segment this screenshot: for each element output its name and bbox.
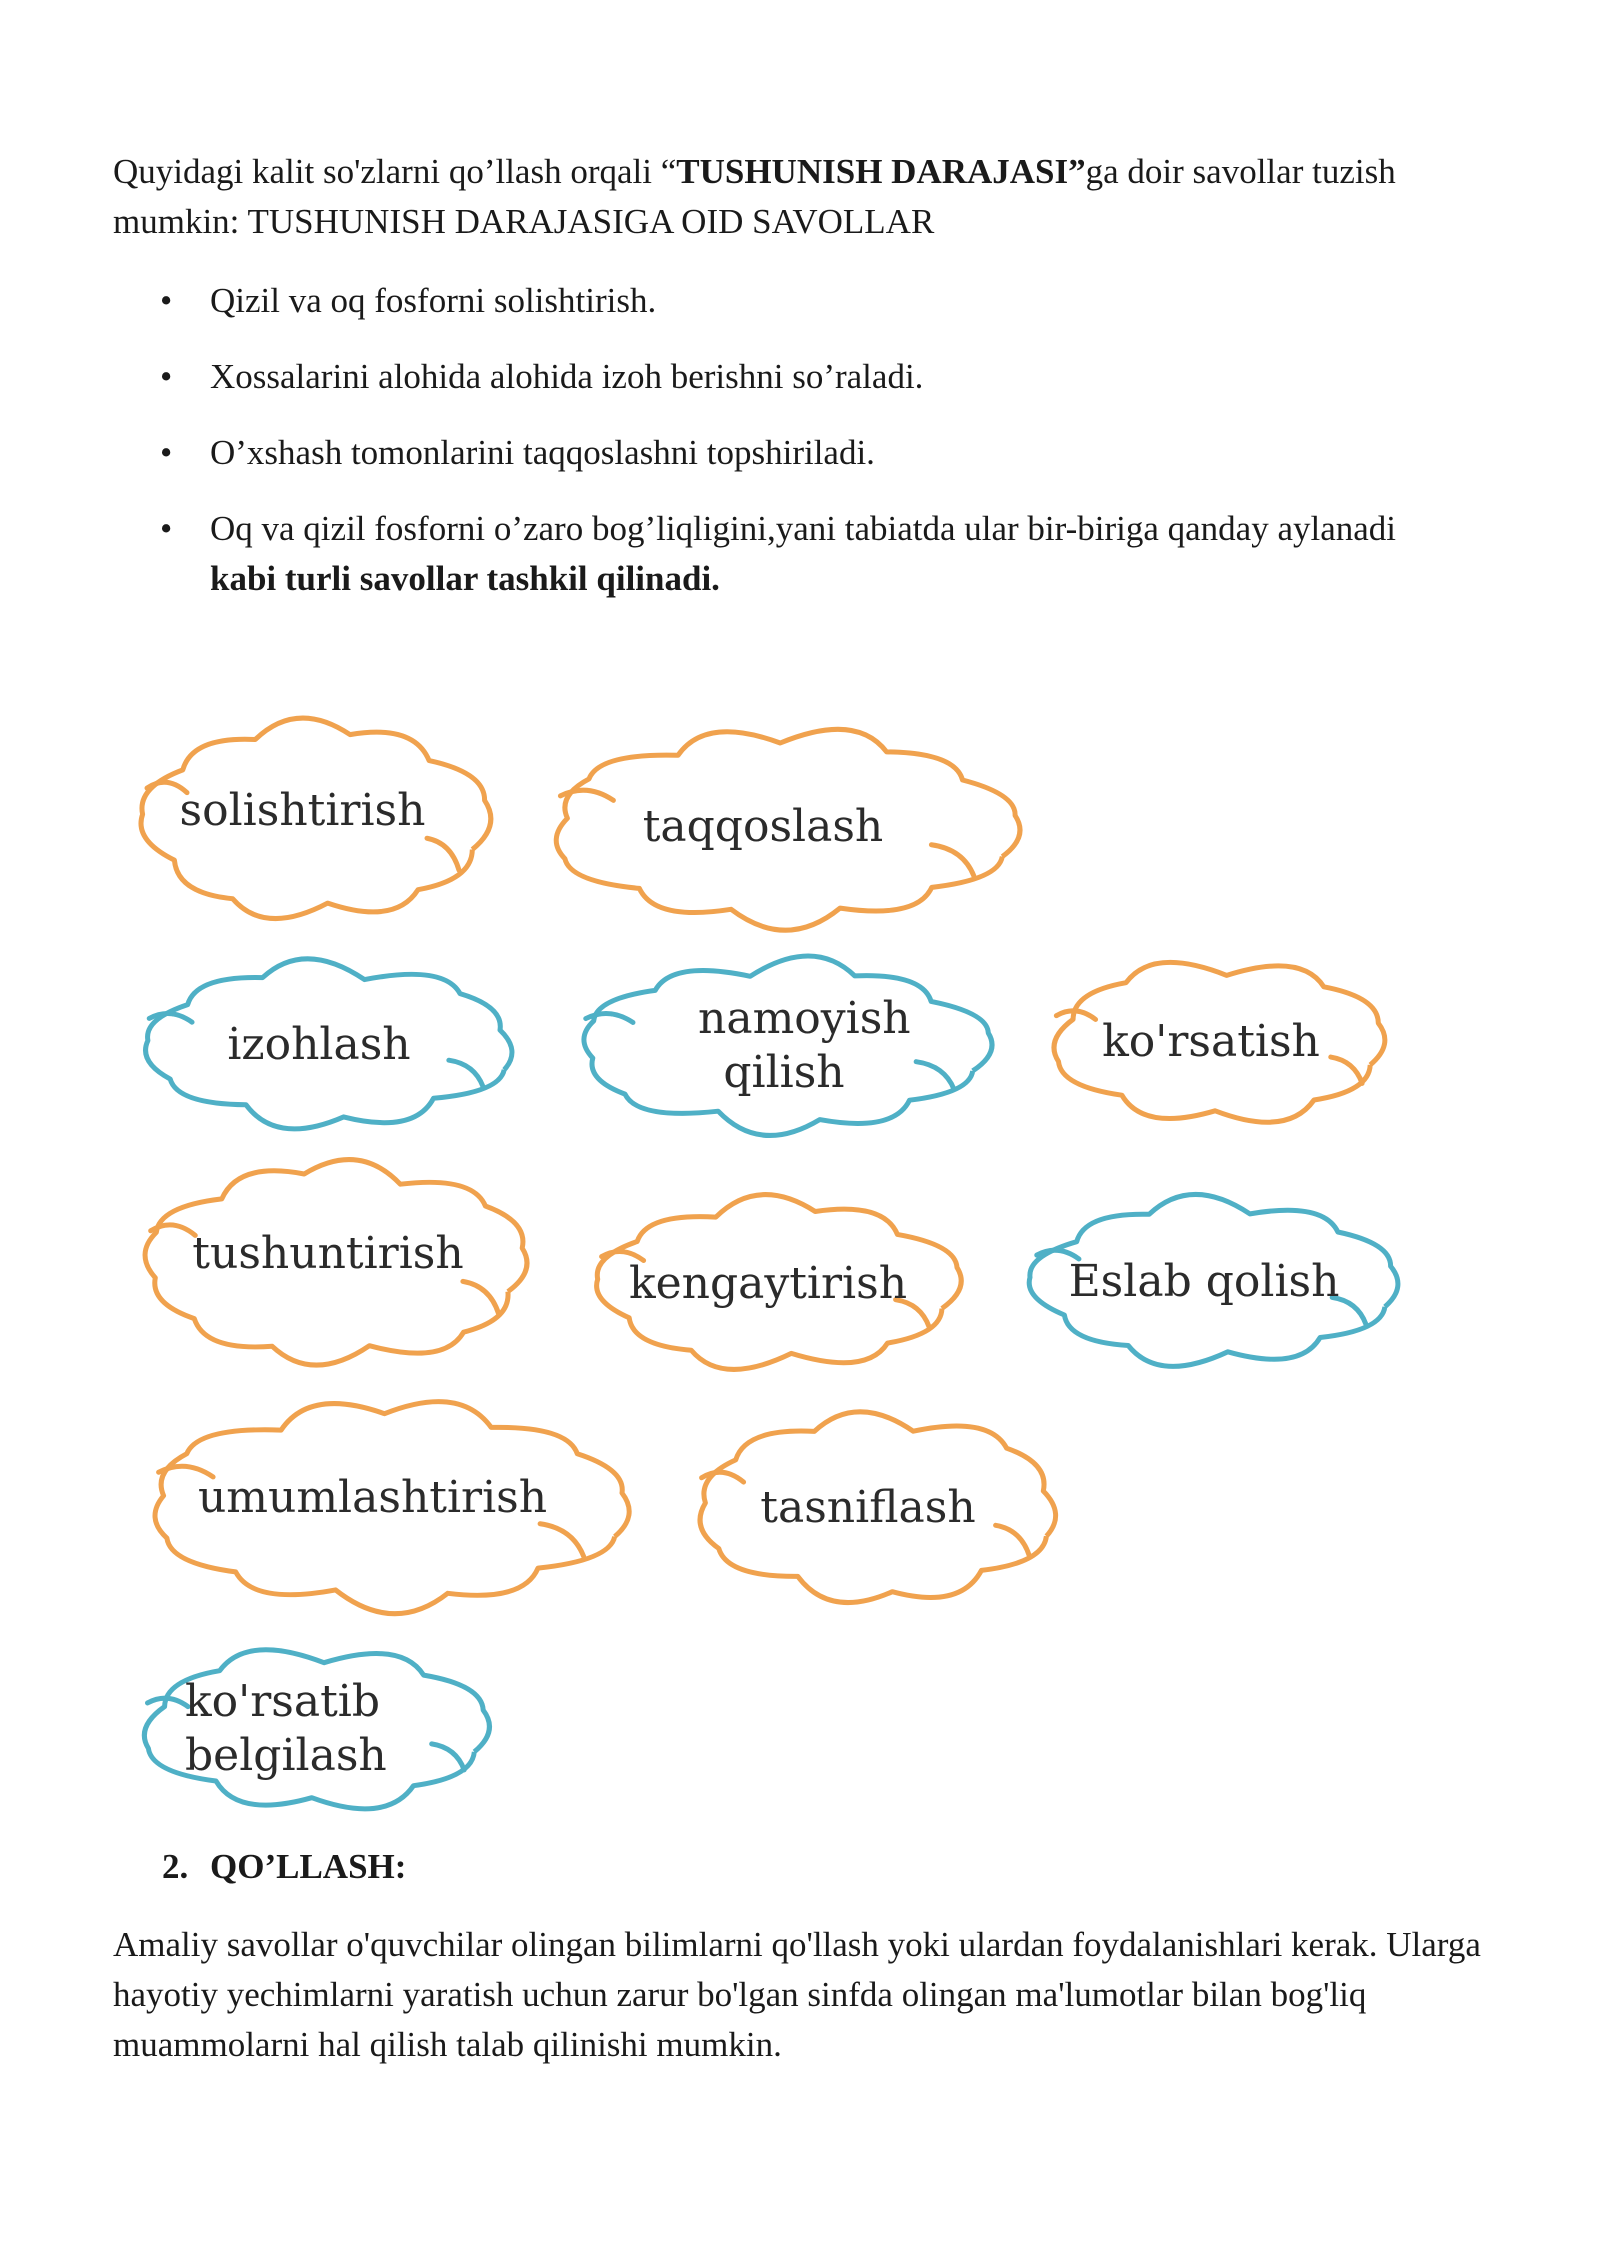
question-list (160, 276, 1410, 630)
cloud-label: taqqoslash (642, 801, 884, 852)
cloud-label: umumlashtirish (197, 1471, 548, 1523)
list-item-bold-text: kabi turli savollar tashkil qilinadi. (210, 559, 720, 598)
cloud-izohlash (115, 950, 543, 1140)
cloud-korsatib-belgilash (115, 1636, 521, 1822)
cloud-label: ko'rsatib belgilash (185, 1676, 387, 1781)
section-heading (162, 1842, 406, 1892)
cloud-korsatish (1025, 948, 1417, 1136)
intro-paragraph (113, 147, 1493, 247)
cloud-umumlashtirish (115, 1388, 660, 1622)
cloud-eslab-qolish (1003, 1186, 1425, 1378)
list-item (160, 276, 1410, 326)
cloud-tushuntirish (115, 1148, 561, 1378)
cloud-tasniflash (668, 1400, 1088, 1616)
list-item-text: Qizil va oq fosforni solishtirish. (210, 281, 657, 320)
list-item (160, 504, 1410, 604)
intro-text-1: Quyidagi kalit so'zlarni qo’llash orqali “ (113, 152, 677, 191)
section-number: 2. (162, 1847, 189, 1886)
list-item-text: O’xshash tomonlarini taqqoslashni topshiriladi. (210, 433, 875, 472)
cloud-label: tasniflash (760, 1482, 976, 1533)
cloud-label: tushuntirish (192, 1227, 464, 1279)
list-item-text: Xossalarini alohida alohida izoh berishni so’raladi. (210, 357, 924, 396)
cloud-kengaytirish (568, 1186, 988, 1382)
cloud-solishtirish (115, 706, 515, 934)
cloud-label: kengaytirish (628, 1258, 908, 1309)
bullet-icon: • (160, 357, 173, 396)
cloud-namoyish-qilish (548, 948, 1020, 1144)
intro-bold-term: TUSHUNISH DARAJASI” (676, 152, 1086, 191)
cloud-label: ko'rsatish (1102, 1016, 1320, 1067)
cloud-taqqoslash (518, 716, 1048, 938)
body-paragraph: Amaliy savollar o'quvchilar olingan bilimlarni qo'llash yoki ulardan foydalanishlari kerak. Ularga hayotiy yechimlarni yaratish uchun zarur bo'lgan sinfda olingan ma'lumotlar bilan bog'liq muammolarni hal qilish talab qilinishi mumkin. (113, 1925, 1481, 2064)
cloud-label: solishtirish (179, 784, 426, 836)
intro-text-2: ga doir savollar tuzish mumkin: TUSHUNISH DARAJASIGA OID SAVOLLAR (113, 152, 1396, 241)
list-item (160, 428, 1410, 478)
cloud-label: Eslab qolish (1068, 1256, 1340, 1307)
bullet-icon: • (160, 509, 173, 548)
cloud-label: namoyish qilish (698, 993, 911, 1098)
section-title: QO’LLASH: (210, 1847, 407, 1886)
list-item-text: Oq va qizil fosforni o’zaro bog’liqligini,yani tabiatda ular bir-biriga qanday aylanadi (210, 509, 1397, 548)
list-item (160, 352, 1410, 402)
bullet-icon: • (160, 281, 173, 320)
cloud-label: izohlash (227, 1019, 411, 1070)
bullet-icon: • (160, 433, 173, 472)
